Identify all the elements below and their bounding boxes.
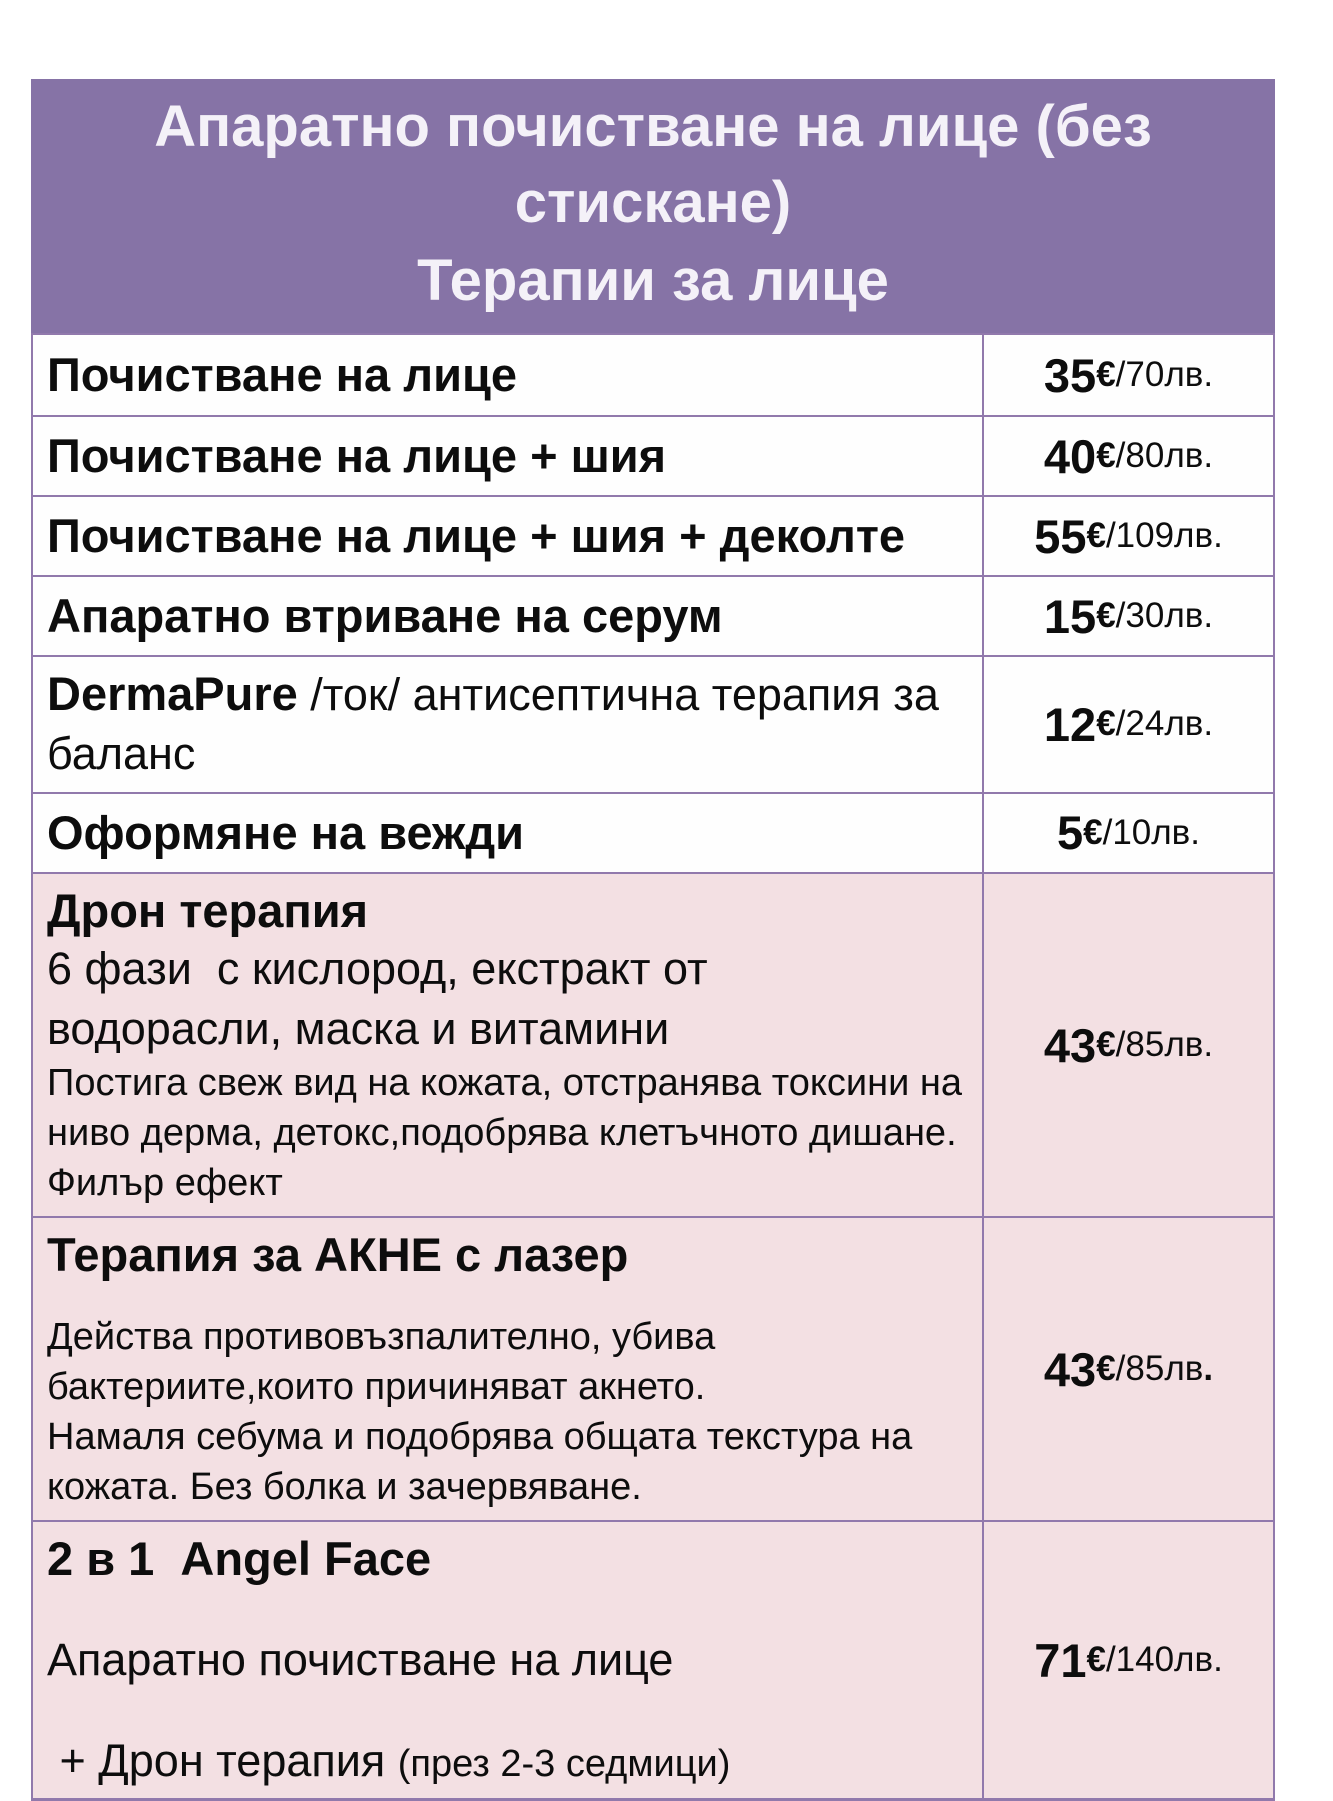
service-name	[33, 335, 982, 415]
service-row-drone-therapy	[33, 872, 1273, 1217]
price-lv-value: /109лв.	[1105, 516, 1223, 555]
service-price	[982, 335, 1273, 415]
euro-sign: €	[1096, 355, 1116, 394]
euro-sign: €	[1096, 596, 1116, 635]
service-subtitle: 6 фази с кислород, екстракт от водорасли, маска и витамини	[47, 943, 721, 1054]
euro-sign: €	[1096, 436, 1116, 475]
price-lv-value: /30лв.	[1115, 596, 1214, 635]
service-price	[982, 417, 1273, 495]
service-price	[982, 1218, 1273, 1520]
price-table	[31, 333, 1275, 1801]
header-title-line1: Апаратно почистване на лице (без стискане)	[154, 94, 1152, 235]
price-eur-value: 5	[1056, 806, 1084, 860]
price-eur-value: 12	[1043, 697, 1097, 751]
service-row-eyebrows	[33, 792, 1273, 872]
service-row-acne-laser	[33, 1216, 1273, 1520]
service-title: 2 в 1 Angel Face	[47, 1532, 432, 1586]
service-price	[982, 577, 1273, 655]
brand-name: DermaPure	[47, 667, 298, 720]
price-eur-value: 43	[1043, 1342, 1097, 1396]
service-title: Терапия за АКНЕ с лазер	[47, 1228, 629, 1282]
price-suffix: .	[1203, 1349, 1214, 1389]
service-name	[33, 1218, 982, 1520]
service-line-1: Апаратно почистване на лице	[47, 1633, 674, 1685]
service-row-angel-face	[33, 1520, 1273, 1798]
service-title: Почистване на лице	[47, 348, 518, 402]
service-price	[982, 657, 1273, 792]
price-eur-value: 35	[1043, 348, 1097, 402]
service-name	[33, 417, 982, 495]
service-description-2: Намаля себума и подобрява общата текстура на кожата. Без болка и зачервяване.	[47, 1416, 913, 1509]
price-lv-value: /85лв	[1115, 1349, 1204, 1389]
service-price	[982, 874, 1273, 1217]
service-line-2	[47, 1731, 970, 1790]
service-name	[33, 497, 982, 575]
service-title: Почистване на лице + шия + деколте	[47, 509, 906, 563]
service-title: Апаратно втриване на серум	[47, 589, 723, 643]
service-line-2-main: + Дрон терапия	[47, 1735, 398, 1787]
euro-sign: €	[1086, 516, 1106, 555]
service-price	[982, 497, 1273, 575]
service-row-face-neck-decollete	[33, 495, 1273, 575]
service-row-dermapure	[33, 655, 1273, 792]
service-description: Действа противовъзпалително, убива бактериите,които причиняват акнето.	[47, 1315, 716, 1408]
service-name	[33, 794, 982, 872]
service-name	[33, 1522, 982, 1798]
service-line-2-note: (през 2-3 седмици)	[397, 1743, 731, 1786]
price-lv-value: /80лв.	[1115, 436, 1214, 475]
price-list-sheet	[31, 79, 1275, 1801]
price-list-header	[31, 79, 1275, 333]
price-eur-value: 71	[1034, 1633, 1087, 1687]
euro-sign: €	[1096, 704, 1116, 744]
euro-sign: €	[1096, 1025, 1116, 1065]
service-name	[33, 577, 982, 655]
service-title-rest: /ток/ антисептична терапия за баланс	[47, 669, 952, 780]
price-eur-value: 55	[1034, 509, 1087, 563]
service-title: Почистване на лице + шия	[47, 429, 667, 483]
service-row-serum	[33, 575, 1273, 655]
service-name	[33, 874, 982, 1217]
price-lv-value: /85лв.	[1115, 1025, 1214, 1065]
service-title: Оформяне на вежди	[47, 806, 525, 860]
service-description: Постига свеж вид на кожата, отстранява токсини на ниво дерма, детокс,подобрява клетъчното дишане.	[47, 1061, 963, 1155]
service-title	[47, 665, 952, 784]
service-price	[982, 794, 1273, 872]
service-row-face-neck	[33, 415, 1273, 495]
price-eur-value: 43	[1043, 1018, 1097, 1072]
service-description-2: Филър ефект	[47, 1162, 283, 1205]
euro-sign: €	[1096, 1349, 1116, 1389]
header-title-line2: Терапии за лице	[417, 248, 889, 313]
service-name	[33, 657, 982, 792]
euro-sign: €	[1083, 812, 1103, 852]
price-lv-value: /70лв.	[1115, 355, 1214, 394]
price-lv-value: /10лв.	[1102, 812, 1200, 852]
price-eur-value: 40	[1043, 429, 1097, 483]
euro-sign: €	[1086, 1640, 1106, 1680]
price-lv-value: /140лв.	[1105, 1640, 1223, 1680]
service-row-face-cleaning	[33, 335, 1273, 415]
price-lv-value: /24лв.	[1115, 704, 1214, 744]
service-price	[982, 1522, 1273, 1798]
service-title: Дрон терапия	[47, 883, 369, 937]
price-eur-value: 15	[1043, 589, 1097, 643]
